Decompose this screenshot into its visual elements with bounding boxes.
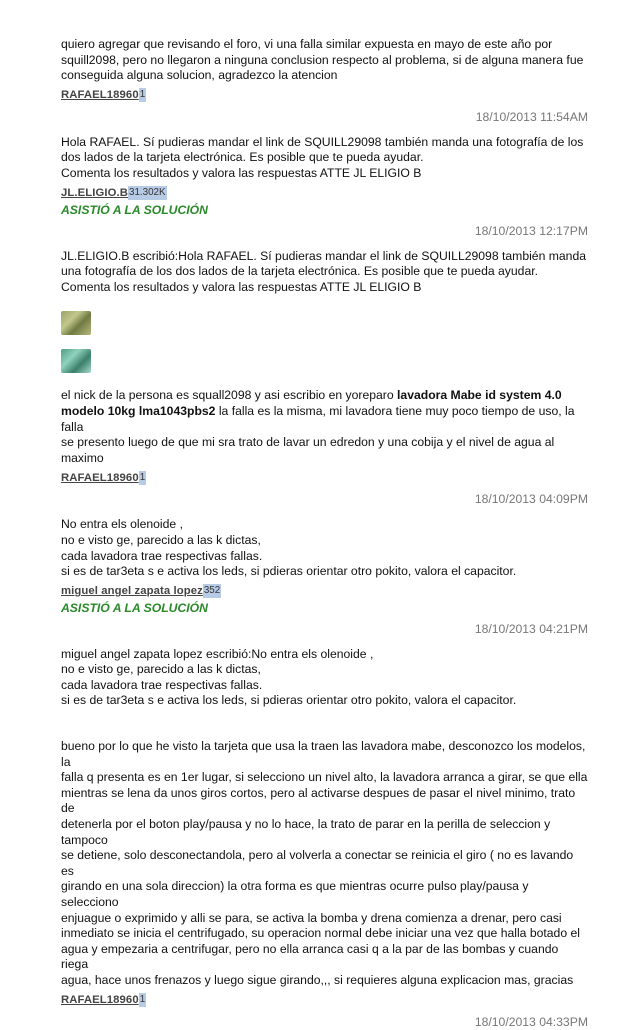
post-body: bueno por lo que he visto la tarjeta que usa la traen las lavadora mabe, desconozco los modelos, la falla q presenta es en 1er lugar, si selecciono un nivel alto, la lavadora arranca a girar, se que ella mientras se lena da unos giros cortos, pero al activarse despues de pasar el nivel minimo, trato de detenerla por el boton play/pausa y no lo hace, la trato de parar en la perilla de seleccion y tampoco se detiene, solo desconectandola, pero al volverla a conectar se reinicia el giro ( no es lavando es girando en una sola direccion) la otra forma es que mientras ocurre pulso play/pausa y selecciono enjuague o exprimido y alli se para, se activa la bomba y drena comienza a drenar, pero casi inmediato se inicia el centrifugado, su operacion normal debe iniciar una vez que halla botado el agua y empezaria a centrifugar, pero no ella arranca casi q a la par de las bombas y cuando riega agua, hace unos frenazos y luego sigue girando,,, si requieres alguna explicacion mas, gracias (61, 739, 588, 987)
username-link[interactable]: JL.ELIGIO.B (61, 187, 129, 200)
post-body: quiero agregar que revisando el foro, vi una falla similar expuesta en mayo de este año por squill2098, pero no llegaron a ninguna conclusion respecto al problema, si de alguna manera fue conseguida alguna solucion, agradezco la atencion (61, 37, 584, 83)
user-row (61, 470, 588, 485)
user-row (61, 88, 588, 103)
post-date: 18/10/2013 04:21PM (474, 621, 588, 636)
username-link[interactable]: RAFAEL18960 (61, 89, 139, 102)
post-body: el nick de la persona es squall2098 y asi escribio en yoreparo lavadora Mabe id system 4.0 modelo 10kg lma1043pbs2 la falla es la misma, mi lavadora tiene muy poco tiempo de uso, la falla se presento luego de que mi sra trato de lavar un edredon y una cobija y el nivel de agua al maximo (61, 388, 575, 465)
forum-thread (61, 37, 588, 1030)
post-3 (61, 249, 588, 508)
circuit-board-photo-icon[interactable] (61, 311, 91, 335)
post-4 (61, 517, 588, 636)
user-row (61, 186, 588, 201)
user-row (61, 993, 588, 1008)
user-row (61, 584, 588, 599)
user-points-badge: 1 (139, 994, 146, 1006)
post-body: No entra els olenoide , no e visto ge, parecido a las k dictas, cada lavadora trae respectivas fallas. si es de tar3eta s e activa los leds, si pdieras orientar otro pokito, valora el capacitor. (61, 517, 517, 579)
user-points-badge: 1 (139, 471, 146, 483)
username-link[interactable]: RAFAEL18960 (61, 994, 139, 1007)
post-date: 18/10/2013 12:17PM (474, 223, 588, 238)
user-points-badge: 31.302K (129, 187, 166, 199)
post-5 (61, 647, 588, 1030)
post-body: Hola RAFAEL. Sí pudieras mandar el link de SQUILL29098 también manda una fotografía de los dos lados de la tarjeta electrónica. Es posible que te pueda ayudar. Comenta los resultados y valora las respuestas ATTE JL ELIGIO B (61, 134, 584, 180)
post-quote: miguel angel zapata lopez escribió:No entra els olenoide , no e visto ge, parecido a las k dictas, cada lavadora trae respectivas fallas. si es de tar3eta s e activa los leds, si pdieras orientar otro pokito, valora el capacitor. (61, 646, 517, 708)
user-points-badge: 1 (139, 89, 146, 101)
solution-badge: ASISTIÓ A LA SOLUCIÓN (61, 600, 208, 615)
solution-badge: ASISTIÓ A LA SOLUCIÓN (61, 202, 208, 217)
username-link[interactable]: miguel angel zapata lopez (61, 585, 203, 598)
user-points-badge: 352 (203, 585, 221, 597)
post-1 (61, 37, 588, 125)
username-link[interactable]: RAFAEL18960 (61, 471, 139, 484)
post-2 (61, 135, 588, 239)
post-quote: JL.ELIGIO.B escribió:Hola RAFAEL. Sí pudieras mandar el link de SQUILL29098 también manda una fotografía de los dos lados de la tarjeta electrónica. Es posible que te pueda ayudar. Comenta los resultados y valora las respuestas ATTE JL ELIGIO B (61, 248, 587, 294)
circuit-board-photo-icon[interactable] (61, 349, 91, 373)
post-date: 18/10/2013 04:33PM (474, 1014, 588, 1029)
product-model: modelo 10kg lma1043pbs2 (61, 403, 216, 418)
post-date: 18/10/2013 04:09PM (474, 492, 588, 507)
post-date: 18/10/2013 11:54AM (475, 109, 588, 124)
product-name: lavadora Mabe id system 4.0 (397, 388, 562, 403)
